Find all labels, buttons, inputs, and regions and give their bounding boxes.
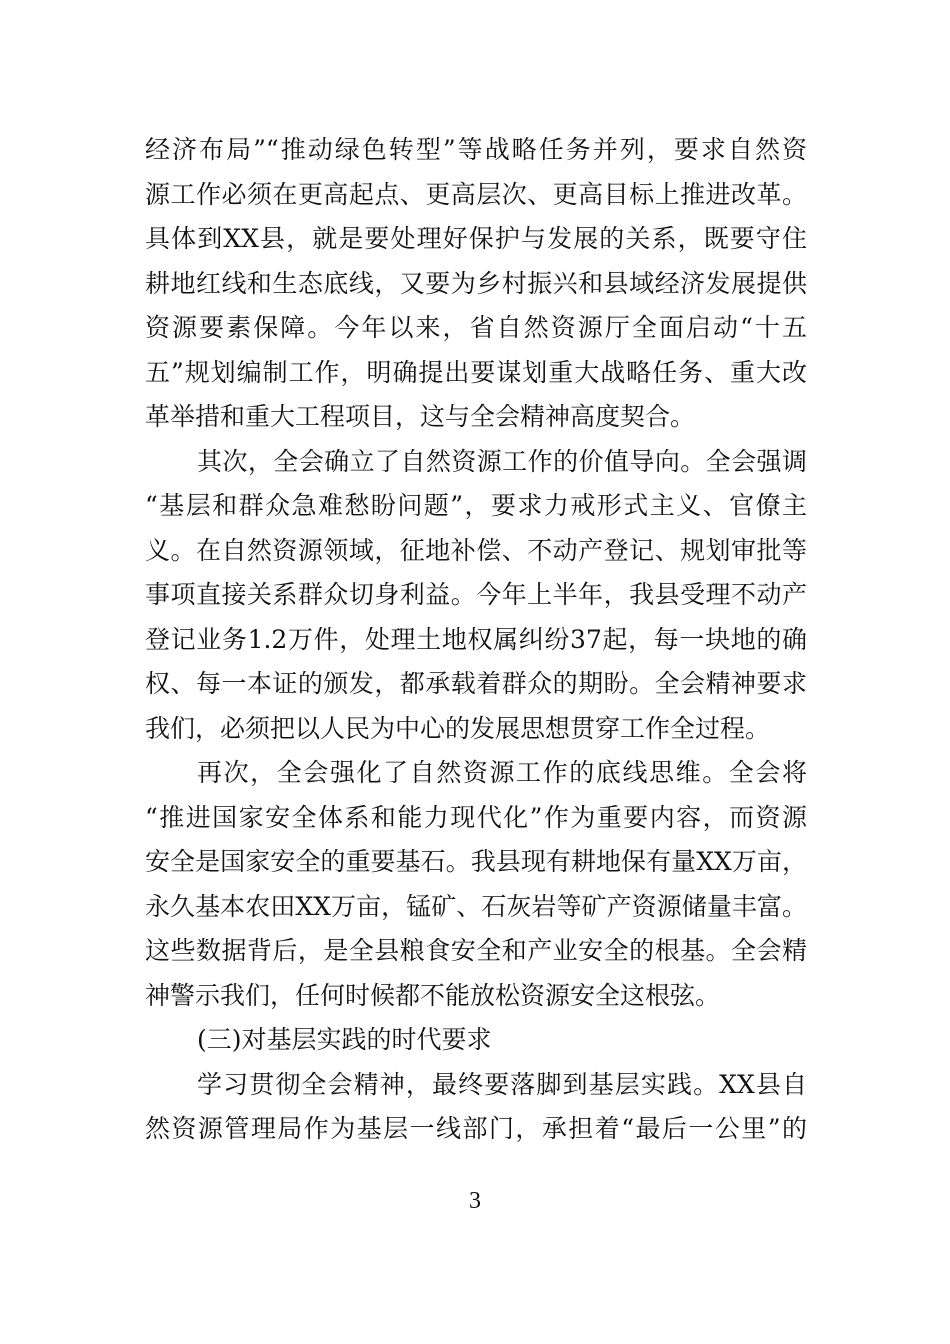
text-line: 经济布局”“推动绿色转型”等战略任务并列，要求自然资: [145, 135, 807, 164]
text-line: 永久基本农田XX万亩，锰矿、石灰岩等矿产资源储量丰富。: [145, 891, 807, 921]
text-line: (三)对基层实践的时代要求: [197, 1025, 492, 1054]
text-line: “推进国家安全体系和能力现代化”作为重要内容，而资源: [145, 802, 807, 832]
text-line: 资源要素保障。今年以来，省自然资源厅全面启动“十五: [145, 313, 807, 342]
text-line: 义。在自然资源领域，征地补偿、不动产登记、规划审批等: [145, 535, 807, 565]
text-line: 神警示我们，任何时候都不能放松资源安全这根弦。: [145, 980, 721, 1010]
text-line: 这些数据背后，是全县粮食安全和产业安全的根基。全会精: [145, 936, 807, 965]
text-line: 权、每一本证的颁发，都承载着群众的期盼。全会精神要求: [145, 669, 807, 698]
text-line: 登记业务1.2万件，处理土地权属纠纷37起，每一块地的确: [145, 624, 807, 654]
text-line: “基层和群众急难愁盼问题”，要求力戒形式主义、官僚主: [145, 491, 807, 520]
text-line: 具体到XX县，就是要处理好保护与发展的关系，既要守住: [145, 224, 807, 253]
text-line: 其次，全会确立了自然资源工作的价值导向。全会强调: [197, 446, 807, 476]
text-line: 革举措和重大工程项目，这与全会精神高度契合。: [145, 402, 696, 431]
page-number: 3: [469, 1188, 481, 1214]
text-line: 安全是国家安全的重要基石。我县现有耕地保有量XX万亩，: [145, 847, 807, 876]
text-line: 再次，全会强化了自然资源工作的底线思维。全会将: [197, 758, 807, 787]
text-line: 我们，必须把以人民为中心的发展思想贯穿工作全过程。: [145, 713, 771, 743]
text-line: 学习贯彻全会精神，最终要落脚到基层实践。XX县自: [197, 1069, 807, 1099]
text-line: 五”规划编制工作，明确提出要谋划重大战略任务、重大改: [145, 357, 807, 387]
text-line: 事项直接关系群众切身利益。今年上半年，我县受理不动产: [145, 580, 807, 609]
text-line: 然资源管理局作为基层一线部门，承担着“最后一公里”的: [145, 1114, 807, 1143]
text-line: 源工作必须在更高起点、更高层次、更高目标上推进改革。: [145, 179, 807, 209]
text-line: 耕地红线和生态底线，又要为乡村振兴和县域经济发展提供: [145, 268, 807, 298]
